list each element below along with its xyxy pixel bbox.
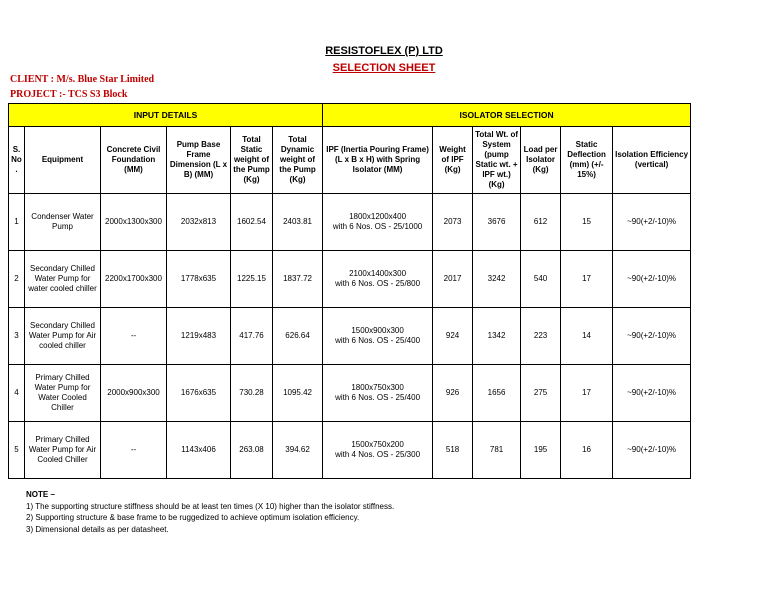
ipf-isolator: with 6 Nos. OS - 25/1000 xyxy=(332,222,423,231)
cell-efficiency: ~90(+2/-10)% xyxy=(613,365,691,422)
cell-foundation: 2000x1300x300 xyxy=(101,194,167,251)
cell-frame: 1778x635 xyxy=(167,251,231,308)
project-line: PROJECT :- TCS S3 Block xyxy=(10,89,128,100)
sheet-title: SELECTION SHEET xyxy=(332,62,436,74)
cell-ipf xyxy=(323,422,433,479)
col-header-total-weight: Total Wt. of System (pump Static wt. + IPF wt.) (Kg) xyxy=(473,127,521,194)
cell-ipf-weight: 2017 xyxy=(433,251,473,308)
cell-foundation: -- xyxy=(101,308,167,365)
cell-total-weight: 1656 xyxy=(473,365,521,422)
ipf-isolator: with 6 Nos. OS - 25/800 xyxy=(335,279,421,288)
column-header-row xyxy=(9,127,691,194)
cell-sno: 3 xyxy=(9,308,25,365)
ipf-dimension: 1500x750x200 xyxy=(351,440,404,449)
cell-static: 263.08 xyxy=(231,422,273,479)
cell-deflection: 16 xyxy=(561,422,613,479)
cell-ipf-weight: 924 xyxy=(433,308,473,365)
cell-load: 223 xyxy=(521,308,561,365)
cell-load: 612 xyxy=(521,194,561,251)
cell-ipf xyxy=(323,308,433,365)
ipf-isolator: with 6 Nos. OS - 25/400 xyxy=(335,393,421,402)
cell-load: 275 xyxy=(521,365,561,422)
cell-static: 730.28 xyxy=(231,365,273,422)
note-item: 3) Dimensional details as per datasheet. xyxy=(26,525,169,535)
cell-efficiency: ~90(+2/-10)% xyxy=(613,194,691,251)
note-item: 2) Supporting structure & base frame to be ruggedized to achieve optimum isolation efficiency. xyxy=(26,513,360,523)
company-name: RESISTOFLEX (P) LTD xyxy=(325,45,443,57)
cell-sno: 2 xyxy=(9,251,25,308)
cell-foundation: 2000x900x300 xyxy=(101,365,167,422)
ipf-isolator: with 4 Nos. OS - 25/300 xyxy=(335,450,421,459)
table-row xyxy=(9,422,691,479)
cell-total-weight: 1342 xyxy=(473,308,521,365)
cell-ipf-weight: 2073 xyxy=(433,194,473,251)
col-header-foundation: Concrete Civil Foundation (MM) xyxy=(101,127,167,194)
selection-table xyxy=(8,103,691,479)
cell-equipment: Primary Chilled Water Pump for Water Cooled Chiller xyxy=(25,365,101,422)
cell-foundation: 2200x1700x300 xyxy=(101,251,167,308)
cell-dynamic: 1837.72 xyxy=(273,251,323,308)
cell-ipf xyxy=(323,194,433,251)
notes-section xyxy=(26,489,394,536)
cell-static: 417.76 xyxy=(231,308,273,365)
cell-efficiency: ~90(+2/-10)% xyxy=(613,251,691,308)
ipf-dimension: 1800x750x300 xyxy=(351,383,404,392)
cell-load: 195 xyxy=(521,422,561,479)
cell-efficiency: ~90(+2/-10)% xyxy=(613,422,691,479)
cell-dynamic: 1095.42 xyxy=(273,365,323,422)
cell-equipment: Secondary Chilled Water Pump for Air cooled chiller xyxy=(25,308,101,365)
group-input-details: INPUT DETAILS xyxy=(9,104,323,127)
col-header-dynamic: Total Dynamic weight of the Pump (Kg) xyxy=(273,127,323,194)
table-row xyxy=(9,365,691,422)
cell-equipment: Secondary Chilled Water Pump for water cooled chiller xyxy=(25,251,101,308)
client-line: CLIENT : M/s. Blue Star Limited xyxy=(10,74,155,85)
cell-total-weight: 781 xyxy=(473,422,521,479)
cell-sno: 4 xyxy=(9,365,25,422)
cell-ipf xyxy=(323,251,433,308)
cell-sno: 5 xyxy=(9,422,25,479)
cell-deflection: 14 xyxy=(561,308,613,365)
col-header-efficiency: Isolation Efficiency (vertical) xyxy=(613,127,691,194)
cell-total-weight: 3242 xyxy=(473,251,521,308)
notes-title: NOTE – xyxy=(26,490,55,499)
cell-deflection: 17 xyxy=(561,365,613,422)
ipf-isolator: with 6 Nos. OS - 25/400 xyxy=(335,336,421,345)
cell-ipf xyxy=(323,365,433,422)
cell-dynamic: 2403.81 xyxy=(273,194,323,251)
ipf-dimension: 2100x1400x300 xyxy=(349,269,407,278)
col-header-equipment: Equipment xyxy=(25,127,101,194)
col-header-deflection: Static Deflection (mm) (+/- 15%) xyxy=(561,127,613,194)
cell-frame: 1143x406 xyxy=(167,422,231,479)
table-row xyxy=(9,308,691,365)
cell-sno: 1 xyxy=(9,194,25,251)
col-header-ipf-weight: Weight of IPF (Kg) xyxy=(433,127,473,194)
col-header-static: Total Static weight of the Pump (Kg) xyxy=(231,127,273,194)
cell-frame: 2032x813 xyxy=(167,194,231,251)
cell-deflection: 17 xyxy=(561,251,613,308)
cell-deflection: 15 xyxy=(561,194,613,251)
col-header-ipf: IPF (Inertia Pouring Frame) (L x B x H) with Spring Isolator (MM) xyxy=(323,127,433,194)
cell-dynamic: 394.62 xyxy=(273,422,323,479)
cell-ipf-weight: 926 xyxy=(433,365,473,422)
cell-equipment: Condenser Water Pump xyxy=(25,194,101,251)
cell-efficiency: ~90(+2/-10)% xyxy=(613,308,691,365)
cell-frame: 1219x483 xyxy=(167,308,231,365)
cell-frame: 1676x635 xyxy=(167,365,231,422)
group-header-row xyxy=(9,104,691,127)
table-row xyxy=(9,251,691,308)
ipf-dimension: 1500x900x300 xyxy=(351,326,404,335)
col-header-frame: Pump Base Frame Dimension (L x B) (MM) xyxy=(167,127,231,194)
ipf-dimension: 1800x1200x400 xyxy=(349,212,407,221)
cell-ipf-weight: 518 xyxy=(433,422,473,479)
cell-foundation: -- xyxy=(101,422,167,479)
cell-dynamic: 626.64 xyxy=(273,308,323,365)
group-isolator-selection: ISOLATOR SELECTION xyxy=(323,104,691,127)
table-row xyxy=(9,194,691,251)
col-header-sno: S. No . xyxy=(9,127,25,194)
cell-total-weight: 3676 xyxy=(473,194,521,251)
note-item: 1) The supporting structure stiffness should be at least ten times (X 10) higher than the isolator stiffness. xyxy=(26,501,395,511)
col-header-load: Load per Isolator (Kg) xyxy=(521,127,561,194)
cell-load: 540 xyxy=(521,251,561,308)
cell-static: 1225.15 xyxy=(231,251,273,308)
cell-static: 1602.54 xyxy=(231,194,273,251)
cell-equipment: Primary Chilled Water Pump for Air Cooled Chiller xyxy=(25,422,101,479)
